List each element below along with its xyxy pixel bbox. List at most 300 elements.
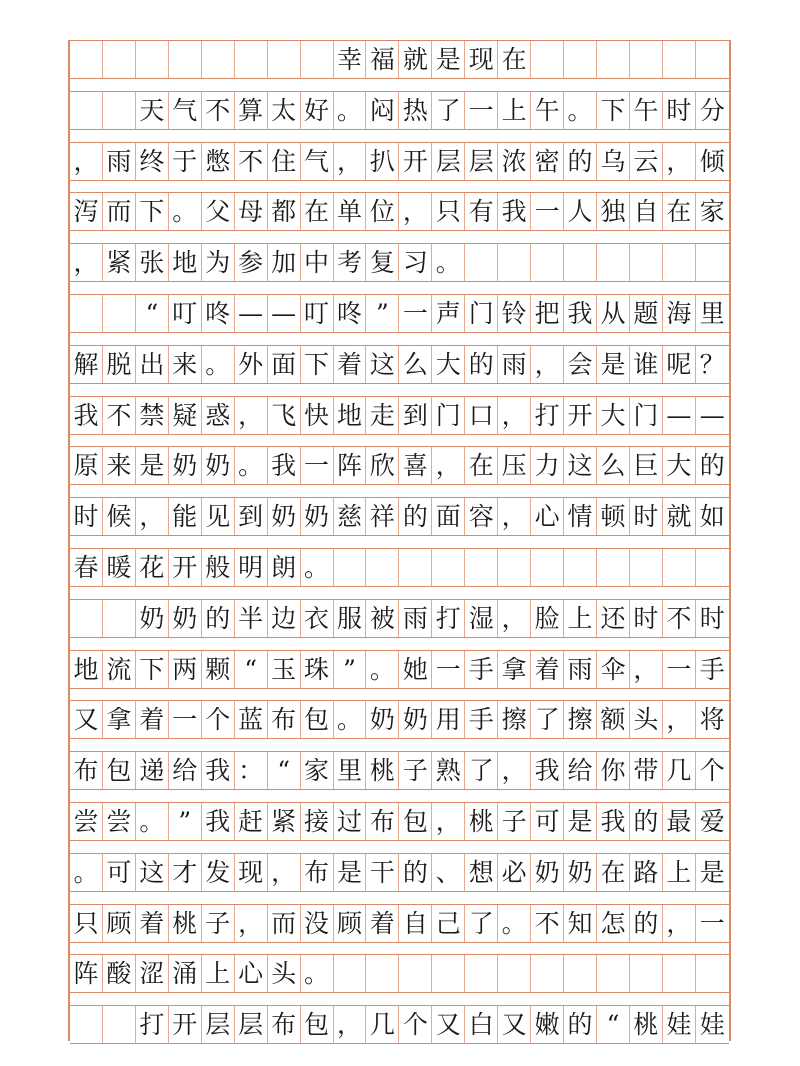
grid-cell: 一 bbox=[663, 651, 696, 688]
grid-cell: 候 bbox=[103, 498, 136, 535]
grid-cell: 己 bbox=[432, 905, 465, 942]
grid-cell: 。 bbox=[432, 244, 465, 281]
text-row bbox=[70, 446, 729, 485]
grid-cell bbox=[696, 41, 729, 78]
grid-cell: 布 bbox=[70, 752, 103, 789]
grid-cell: 个 bbox=[202, 701, 235, 738]
grid-cell: 。 bbox=[564, 92, 597, 129]
grid-cell: 海 bbox=[663, 295, 696, 332]
grid-cell: 只 bbox=[432, 193, 465, 230]
text-row bbox=[70, 345, 729, 384]
grid-cell: 不 bbox=[531, 905, 564, 942]
grid-cell: 张 bbox=[136, 244, 169, 281]
grid-cell: 是 bbox=[564, 803, 597, 840]
grid-cell: 扒 bbox=[366, 143, 399, 180]
grid-cell: 咚 bbox=[334, 295, 367, 332]
grid-cell: 叮 bbox=[169, 295, 202, 332]
title-row bbox=[70, 40, 729, 79]
grid-cell: 包 bbox=[103, 752, 136, 789]
grid-cell: ？ bbox=[699, 349, 725, 379]
grid-cell: 气 bbox=[301, 143, 334, 180]
grid-cell: 接 bbox=[301, 803, 334, 840]
grid-cell: 的 bbox=[564, 143, 597, 180]
grid-cell: 慈 bbox=[334, 498, 367, 535]
grid-cell: 开 bbox=[169, 549, 202, 586]
text-row bbox=[70, 396, 729, 435]
grid-cell bbox=[334, 955, 367, 992]
text-row bbox=[70, 599, 729, 638]
grid-cell: 层 bbox=[465, 143, 498, 180]
grid-cell: 疑 bbox=[169, 397, 202, 434]
grid-cell: 。 bbox=[301, 955, 334, 992]
grid-cell: 服 bbox=[334, 600, 367, 637]
grid-cell: ， bbox=[70, 244, 103, 281]
grid-cell: ， bbox=[334, 1006, 367, 1043]
grid-cell: 走 bbox=[366, 397, 399, 434]
grid-cell: 能 bbox=[169, 498, 202, 535]
grid-cell: 来 bbox=[169, 346, 202, 383]
grid-cell: 了 bbox=[465, 905, 498, 942]
grid-cell: 用 bbox=[432, 701, 465, 738]
text-row bbox=[70, 294, 729, 333]
grid-cell: 脸 bbox=[531, 600, 564, 637]
grid-cell: 的 bbox=[465, 346, 498, 383]
grid-cell: 里 bbox=[334, 752, 367, 789]
grid-cell: 奶 bbox=[136, 600, 169, 637]
text-row bbox=[70, 497, 729, 536]
grid-cell: 面 bbox=[268, 346, 301, 383]
grid-cell: 了 bbox=[432, 92, 465, 129]
text-row bbox=[70, 853, 729, 892]
grid-cell: 在 bbox=[498, 41, 531, 78]
grid-cell: 母 bbox=[235, 193, 268, 230]
grid-cell: 参 bbox=[235, 244, 268, 281]
grid-cell: 布 bbox=[268, 701, 301, 738]
grid-cell: 热 bbox=[399, 92, 432, 129]
grid-cell: 着 bbox=[366, 905, 399, 942]
grid-cell bbox=[663, 244, 696, 281]
grid-cell: 位 bbox=[366, 193, 399, 230]
grid-cell bbox=[696, 244, 729, 281]
grid-cell: 一 bbox=[531, 193, 564, 230]
grid-cell: 考 bbox=[334, 244, 367, 281]
grid-cell: ， bbox=[498, 397, 531, 434]
grid-cell: 咚 bbox=[202, 295, 235, 332]
grid-cell: 朗 bbox=[268, 549, 301, 586]
grid-cell: 欣 bbox=[366, 447, 399, 484]
grid-cell: 又 bbox=[432, 1006, 465, 1043]
grid-cell: 阵 bbox=[70, 955, 103, 992]
grid-cell bbox=[630, 549, 663, 586]
grid-cell: 拿 bbox=[498, 651, 531, 688]
grid-cell: 好 bbox=[301, 92, 334, 129]
grid-cell: ， bbox=[663, 143, 696, 180]
grid-cell: 层 bbox=[202, 1006, 235, 1043]
grid-cell: 奶 bbox=[564, 854, 597, 891]
grid-cell bbox=[432, 549, 465, 586]
grid-cell: 上 bbox=[202, 955, 235, 992]
grid-cell: 紧 bbox=[103, 244, 136, 281]
text-row bbox=[70, 751, 729, 790]
grid-cell: 。 bbox=[169, 193, 202, 230]
grid-cell: 又 bbox=[70, 701, 103, 738]
grid-cell: 桃 bbox=[465, 803, 498, 840]
grid-cell: 么 bbox=[597, 447, 630, 484]
grid-cell: 心 bbox=[235, 955, 268, 992]
grid-cell: 我 bbox=[202, 752, 235, 789]
grid-cell: 。 bbox=[235, 447, 268, 484]
grid-cell: 算 bbox=[235, 92, 268, 129]
grid-cell bbox=[103, 295, 136, 332]
grid-cell: 我 bbox=[597, 803, 630, 840]
grid-cell: 么 bbox=[399, 346, 432, 383]
grid-cell: 惑 bbox=[202, 397, 235, 434]
grid-cell: ， bbox=[531, 346, 564, 383]
grid-cell: 如 bbox=[699, 502, 725, 532]
grid-cell: 桃 bbox=[169, 905, 202, 942]
grid-cell: 解 bbox=[70, 346, 103, 383]
grid-cell bbox=[70, 600, 103, 637]
grid-cell: 见 bbox=[202, 498, 235, 535]
grid-cell: 我 bbox=[564, 295, 597, 332]
grid-cell: 布 bbox=[366, 803, 399, 840]
grid-cell: 密 bbox=[531, 143, 564, 180]
grid-cell: 颗 bbox=[202, 651, 235, 688]
grid-cell: 乌 bbox=[597, 143, 630, 180]
grid-cell bbox=[334, 549, 367, 586]
grid-cell: 人 bbox=[564, 193, 597, 230]
grid-cell: 我 bbox=[268, 447, 301, 484]
grid-cell bbox=[136, 41, 169, 78]
grid-cell: 到 bbox=[399, 397, 432, 434]
grid-cell bbox=[465, 244, 498, 281]
grid-cell: 嫩 bbox=[531, 1006, 564, 1043]
grid-cell: 干 bbox=[366, 854, 399, 891]
grid-cell: 家 bbox=[699, 197, 725, 227]
grid-cell: 过 bbox=[334, 803, 367, 840]
grid-cell: 打 bbox=[531, 397, 564, 434]
grid-cell: 衣 bbox=[301, 600, 334, 637]
grid-cell: 着 bbox=[531, 651, 564, 688]
grid-cell: 题 bbox=[630, 295, 663, 332]
grid-cell bbox=[531, 41, 564, 78]
grid-cell bbox=[531, 955, 564, 992]
grid-cell: 包 bbox=[301, 1006, 334, 1043]
grid-cell: 白 bbox=[465, 1006, 498, 1043]
grid-cell bbox=[630, 955, 663, 992]
grid-cell: ， bbox=[432, 447, 465, 484]
grid-cell: 父 bbox=[202, 193, 235, 230]
grid-cell: 现 bbox=[235, 854, 268, 891]
grid-cell: 天 bbox=[136, 92, 169, 129]
grid-cell: 闷 bbox=[366, 92, 399, 129]
grid-cell: 着 bbox=[334, 346, 367, 383]
grid-cell: 我 bbox=[202, 803, 235, 840]
grid-cell: 。 bbox=[334, 701, 367, 738]
grid-cell: ， bbox=[663, 905, 696, 942]
grid-cell: 春 bbox=[70, 549, 103, 586]
grid-cell: 擦 bbox=[564, 701, 597, 738]
grid-cell: 终 bbox=[136, 143, 169, 180]
grid-cell: 下 bbox=[301, 346, 334, 383]
grid-cell: 擦 bbox=[498, 701, 531, 738]
grid-cell: 福 bbox=[366, 41, 399, 78]
grid-cell: 住 bbox=[268, 143, 301, 180]
grid-cell: 呢 bbox=[663, 346, 696, 383]
grid-cell: 伞 bbox=[597, 651, 630, 688]
grid-cell: 一 bbox=[465, 92, 498, 129]
grid-cell: — bbox=[235, 295, 268, 332]
grid-cell: 于 bbox=[169, 143, 202, 180]
grid-cell: 而 bbox=[103, 193, 136, 230]
grid-cell: 快 bbox=[301, 397, 334, 434]
grid-cell: 不 bbox=[103, 397, 136, 434]
grid-cell: 你 bbox=[597, 752, 630, 789]
grid-cell: 半 bbox=[235, 600, 268, 637]
grid-cell: 几 bbox=[366, 1006, 399, 1043]
grid-cell: 开 bbox=[564, 397, 597, 434]
grid-cell: 头 bbox=[268, 955, 301, 992]
text-row bbox=[70, 243, 729, 282]
grid-cell: 口 bbox=[465, 397, 498, 434]
grid-cell: 阵 bbox=[334, 447, 367, 484]
grid-cell bbox=[597, 244, 630, 281]
grid-cell: 门 bbox=[630, 397, 663, 434]
grid-cell: 时 bbox=[70, 498, 103, 535]
grid-cell: 还 bbox=[597, 600, 630, 637]
grid-cell bbox=[564, 549, 597, 586]
grid-cell: 一 bbox=[169, 701, 202, 738]
grid-cell: 最 bbox=[663, 803, 696, 840]
grid-cell: 自 bbox=[630, 193, 663, 230]
grid-cell: 下 bbox=[597, 92, 630, 129]
grid-cell: 她 bbox=[399, 651, 432, 688]
grid-cell: 我 bbox=[531, 752, 564, 789]
grid-cell: 奶 bbox=[301, 498, 334, 535]
grid-cell bbox=[663, 41, 696, 78]
grid-cell: 发 bbox=[202, 854, 235, 891]
grid-cell: 爱 bbox=[699, 807, 725, 836]
grid-cell: 不 bbox=[202, 92, 235, 129]
grid-cell bbox=[301, 41, 334, 78]
grid-cell: 大 bbox=[432, 346, 465, 383]
grid-cell: 面 bbox=[432, 498, 465, 535]
grid-cell bbox=[103, 600, 136, 637]
grid-cell: 给 bbox=[169, 752, 202, 789]
grid-cell: 的 bbox=[699, 451, 725, 481]
grid-cell: 从 bbox=[597, 295, 630, 332]
grid-cell bbox=[70, 295, 103, 332]
grid-cell: 不 bbox=[235, 143, 268, 180]
grid-cell: 顿 bbox=[597, 498, 630, 535]
grid-cell bbox=[696, 955, 729, 992]
grid-cell: 门 bbox=[432, 397, 465, 434]
grid-cell bbox=[498, 244, 531, 281]
grid-cell: 紧 bbox=[268, 803, 301, 840]
grid-cell: 又 bbox=[498, 1006, 531, 1043]
grid-cell bbox=[597, 41, 630, 78]
grid-cell: 花 bbox=[136, 549, 169, 586]
grid-cell: 暖 bbox=[103, 549, 136, 586]
grid-cell: 路 bbox=[630, 854, 663, 891]
grid-cell: 了 bbox=[465, 752, 498, 789]
grid-cell: 子 bbox=[202, 905, 235, 942]
grid-cell: 会 bbox=[564, 346, 597, 383]
grid-cell: — bbox=[268, 295, 301, 332]
grid-cell bbox=[70, 41, 103, 78]
grid-cell bbox=[399, 955, 432, 992]
grid-cell: 。 bbox=[136, 803, 169, 840]
grid-cell: 上 bbox=[564, 600, 597, 637]
grid-cell: 这 bbox=[366, 346, 399, 383]
grid-cell: “ bbox=[268, 752, 301, 789]
grid-cell: 喜 bbox=[399, 447, 432, 484]
grid-cell bbox=[366, 955, 399, 992]
grid-cell: 门 bbox=[465, 295, 498, 332]
grid-cell bbox=[663, 549, 696, 586]
grid-cell: 谁 bbox=[630, 346, 663, 383]
grid-cell bbox=[103, 41, 136, 78]
grid-cell: ， bbox=[630, 651, 663, 688]
grid-cell: 将 bbox=[699, 705, 725, 735]
grid-cell: 就 bbox=[663, 498, 696, 535]
grid-cell: 层 bbox=[432, 143, 465, 180]
grid-cell: 叮 bbox=[301, 295, 334, 332]
grid-cell: 的 bbox=[399, 498, 432, 535]
text-row bbox=[70, 700, 729, 739]
grid-cell: — bbox=[663, 397, 696, 434]
grid-cell: 想 bbox=[465, 854, 498, 891]
grid-cell: 流 bbox=[103, 651, 136, 688]
grid-cell: 、 bbox=[432, 854, 465, 891]
grid-cell bbox=[630, 244, 663, 281]
grid-cell: 容 bbox=[465, 498, 498, 535]
grid-cell: 打 bbox=[432, 600, 465, 637]
grid-cell: 雨 bbox=[103, 143, 136, 180]
grid-cell: 涌 bbox=[169, 955, 202, 992]
grid-cell bbox=[564, 41, 597, 78]
grid-cell: ： bbox=[235, 752, 268, 789]
grid-cell: 出 bbox=[136, 346, 169, 383]
grid-cell: 雨 bbox=[564, 651, 597, 688]
grid-cell: 了 bbox=[531, 701, 564, 738]
grid-cell: 奶 bbox=[268, 498, 301, 535]
grid-cell: 顾 bbox=[103, 905, 136, 942]
grid-cell: ， bbox=[498, 752, 531, 789]
grid-cell: 酸 bbox=[103, 955, 136, 992]
grid-cell: 雨 bbox=[399, 600, 432, 637]
grid-cell: 在 bbox=[301, 193, 334, 230]
grid-cell: 奶 bbox=[399, 701, 432, 738]
grid-cell: 自 bbox=[399, 905, 432, 942]
grid-cell bbox=[597, 549, 630, 586]
grid-paper-sheet bbox=[68, 40, 731, 1041]
grid-cell bbox=[531, 244, 564, 281]
grid-cell bbox=[70, 92, 103, 129]
grid-cell bbox=[202, 41, 235, 78]
grid-cell: 声 bbox=[432, 295, 465, 332]
grid-cell: 地 bbox=[70, 651, 103, 688]
text-row bbox=[70, 904, 729, 943]
grid-cell: “ bbox=[597, 1006, 630, 1043]
grid-cell: 不 bbox=[663, 600, 696, 637]
grid-cell: 就 bbox=[399, 41, 432, 78]
grid-cell: 奶 bbox=[202, 447, 235, 484]
grid-cell: 是 bbox=[699, 857, 725, 887]
grid-cell: 。 bbox=[366, 651, 399, 688]
grid-cell: 是 bbox=[334, 854, 367, 891]
grid-cell: 。 bbox=[202, 346, 235, 383]
grid-cell: 下 bbox=[136, 651, 169, 688]
grid-cell: 才 bbox=[169, 854, 202, 891]
grid-cell: 中 bbox=[301, 244, 334, 281]
grid-cell: 玉 bbox=[268, 651, 301, 688]
grid-cell: 外 bbox=[235, 346, 268, 383]
grid-cell bbox=[498, 549, 531, 586]
grid-cell: 子 bbox=[399, 752, 432, 789]
grid-cell bbox=[498, 955, 531, 992]
grid-cell: 巨 bbox=[630, 447, 663, 484]
grid-cell: 顾 bbox=[334, 905, 367, 942]
grid-cell: 在 bbox=[663, 193, 696, 230]
grid-cell: 时 bbox=[630, 600, 663, 637]
grid-cell: 几 bbox=[663, 752, 696, 789]
grid-cell: 这 bbox=[564, 447, 597, 484]
grid-cell bbox=[399, 549, 432, 586]
grid-cell: 布 bbox=[301, 854, 334, 891]
grid-cell bbox=[366, 549, 399, 586]
grid-cell: 两 bbox=[169, 651, 202, 688]
grid-cell: 压 bbox=[498, 447, 531, 484]
grid-cell: 到 bbox=[235, 498, 268, 535]
grid-cell: ， bbox=[498, 600, 531, 637]
grid-cell: 手 bbox=[699, 654, 725, 684]
grid-cell: 复 bbox=[366, 244, 399, 281]
grid-cell: 单 bbox=[334, 193, 367, 230]
grid-cell: 是 bbox=[432, 41, 465, 78]
grid-cell: 开 bbox=[399, 143, 432, 180]
grid-cell: 在 bbox=[465, 447, 498, 484]
grid-cell: 着 bbox=[136, 905, 169, 942]
grid-cell: 着 bbox=[136, 701, 169, 738]
grid-cell: ， bbox=[268, 854, 301, 891]
grid-cell: 怎 bbox=[597, 905, 630, 942]
grid-cell: 地 bbox=[334, 397, 367, 434]
grid-cell: 赶 bbox=[235, 803, 268, 840]
grid-cell: 大 bbox=[663, 447, 696, 484]
grid-cell: 的 bbox=[630, 905, 663, 942]
grid-cell: 在 bbox=[597, 854, 630, 891]
grid-cell: 娃 bbox=[699, 1010, 725, 1040]
grid-cell: 可 bbox=[103, 854, 136, 891]
grid-cell: 时 bbox=[663, 92, 696, 129]
grid-cell: 包 bbox=[399, 803, 432, 840]
grid-cell bbox=[432, 955, 465, 992]
grid-cell: ” bbox=[169, 803, 202, 840]
grid-cell: 下 bbox=[136, 193, 169, 230]
grid-cell: 午 bbox=[630, 92, 663, 129]
grid-cell: 铃 bbox=[498, 295, 531, 332]
grid-cell: 分 bbox=[699, 95, 725, 125]
grid-cell: 里 bbox=[699, 299, 725, 328]
grid-cell: 的 bbox=[202, 600, 235, 637]
text-row bbox=[70, 954, 729, 993]
text-row bbox=[70, 192, 729, 231]
grid-cell: 现 bbox=[465, 41, 498, 78]
grid-cell: 。 bbox=[70, 854, 103, 891]
text-row bbox=[70, 548, 729, 587]
grid-cell: 般 bbox=[202, 549, 235, 586]
